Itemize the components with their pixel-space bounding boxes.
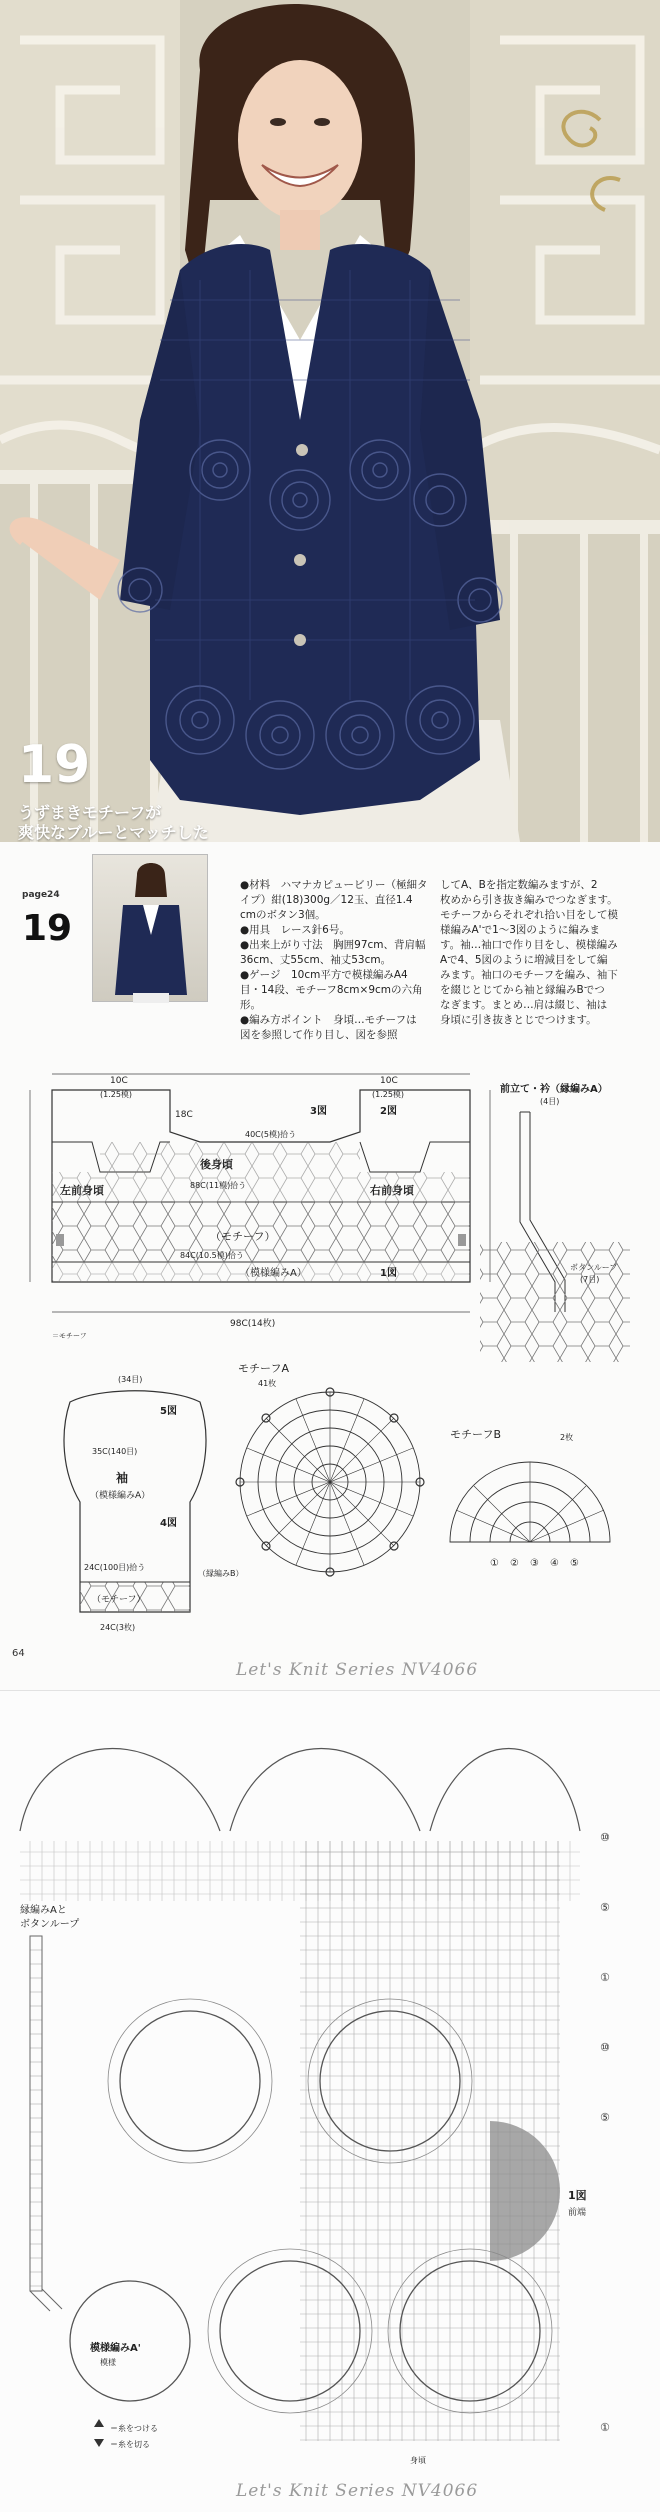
row-mark: ⑤ (600, 1901, 610, 1914)
back-body-label: 後身頃 (200, 1158, 233, 1171)
instruction-line: ●材料 ハマナカピュービリー（極細タ (240, 879, 428, 891)
row-mark: ① (600, 2421, 610, 2434)
cut-yarn-icon (94, 2439, 104, 2447)
sleeve-mid-dim: 35C(140目) (92, 1447, 138, 1456)
top-motif-arcs (20, 1749, 580, 1832)
instruction-line: ●出来上がり寸法 胸囲97cm、背肩幅 (240, 939, 426, 951)
fig5-label: 5図 (160, 1406, 177, 1417)
instruction-line: イプ）紺(18)300g／12玉、直径1.4 (240, 894, 413, 906)
sleeve-bottom-dim: 24C(3枚) (100, 1623, 136, 1632)
edge-band-strip (30, 1936, 62, 2311)
instruction-line: cmのボタン3個。 (240, 909, 326, 921)
dim-125-left: (1.25模) (100, 1090, 133, 1099)
dim-125-right: (1.25模) (372, 1090, 405, 1099)
instruction-line: モチーフからそれぞれ拾い目をして模 (440, 909, 618, 921)
sleeve-diagram (64, 1391, 206, 1612)
motif-a-title: モチーフA (238, 1362, 289, 1375)
instruction-line: 目・14段、モチーフ8cm×9cmの六角形。 (240, 984, 423, 1011)
instruction-line: 図を参照して作り目し、図を参照 (240, 1029, 398, 1041)
fig2-label: 2図 (380, 1106, 397, 1117)
sleeve-pattern-label: （模様編みA） (90, 1491, 151, 1501)
background-grille-illustration (0, 0, 660, 842)
button-loop-sub: (7目) (580, 1275, 600, 1284)
body-schematic-diagram (0, 842, 660, 1690)
instruction-line: を綴じとじてから袖と縁編みBでつ (440, 984, 605, 996)
legend-attach-yarn: ＝糸をつける (110, 2424, 158, 2433)
instruction-line: す。袖…袖口で作り目をし、模様編み (440, 939, 618, 951)
front-band-sub: (4目) (540, 1097, 560, 1106)
watermark-text-bottom: Let's Knit Series NV4066 (236, 2481, 479, 2501)
motif-b-row-3: ③ (530, 1558, 539, 1569)
fig1-label: 1図 (380, 1268, 397, 1279)
pattern-page-2 (0, 1690, 660, 2512)
motif-b-row-5: ⑤ (570, 1558, 579, 1569)
edge-label-line-2: ボタンループ (20, 1919, 80, 1930)
motif-b-row-4: ④ (550, 1558, 559, 1569)
sleeve-top-dim: (34目) (118, 1375, 143, 1384)
pattern-a-prime-label: 模様編みA' (90, 2343, 141, 2354)
motif-a-chart (236, 1388, 424, 1576)
motif-b-chart (450, 1462, 610, 1542)
instruction-line: ●ゲージ 10cm平方で模様編みA4 (240, 969, 408, 981)
sleeve-title: 袖 (116, 1471, 129, 1485)
instruction-line: Aで4、5図のように増減目をして編 (440, 954, 608, 966)
edge-b-label: （縁編みB） (198, 1569, 244, 1578)
photo-caption-line-1: うずまきモチーフが (18, 803, 162, 822)
stitch-chart-diagram (0, 1691, 660, 2512)
sleeve-cuff-dim: 24C(100目)拾う (84, 1563, 146, 1572)
attach-yarn-icon (94, 2419, 104, 2427)
left-front-label: 左前身頃 (60, 1184, 104, 1197)
motif-b-row-1: ① (490, 1558, 499, 1569)
motif-b-count: 2枚 (560, 1433, 574, 1442)
motif-mark-legend: ＝モチーフ (52, 1332, 87, 1340)
dim-98cm: 98C(14枚) (230, 1319, 276, 1329)
motif-a-count: 41枚 (258, 1379, 277, 1388)
sleeve-motif-label: （モチーフ） (92, 1595, 146, 1605)
instruction-line: 様編みA'で1～3図のように編みま (440, 924, 600, 936)
fig3-label: 3図 (310, 1106, 327, 1117)
dim-88cm: 88C(11模)拾う (190, 1181, 247, 1190)
page-number: 64 (12, 1648, 25, 1659)
motif-b-title: モチーフB (450, 1428, 501, 1441)
instruction-line: みます。袖口のモチーフを編み、袖下 (440, 969, 618, 981)
legend-cut-yarn: ＝糸を切る (110, 2440, 150, 2449)
dim-84cm: 84C(10.5模)拾う (180, 1251, 244, 1260)
row-mark: ① (600, 1971, 610, 1984)
front-band-diagram (480, 1112, 630, 1362)
photo-item-number: 19 (18, 735, 91, 795)
instruction-line: してA、Bを指定数編みますが、2 (440, 879, 598, 891)
motif-label: （モチーフ） (210, 1230, 276, 1243)
instruction-line: 36cm、丈55cm、袖丈53cm。 (240, 954, 392, 966)
front-band-title: 前立て・衿（縁編みA） (500, 1084, 608, 1095)
row-mark: ⑩ (600, 2041, 610, 2054)
instruction-line: なぎます。まとめ…肩は綴じ、袖は (440, 999, 608, 1011)
page-label: page24 (22, 890, 60, 900)
button-loop-label: ボタンループ (570, 1263, 618, 1272)
instruction-line: 枚めから引き抜き編みでつなぎます。 (440, 894, 618, 906)
fig4-label: 4図 (160, 1518, 177, 1529)
instruction-line: 身頃に引き抜きとじでつけます。 (440, 1014, 597, 1026)
watermark-text: Let's Knit Series NV4066 (236, 1660, 479, 1680)
dim-18cm: 18C (175, 1110, 193, 1120)
edge-label-line-1: 縁編みAと (20, 1905, 67, 1916)
pattern-a-label: （模様編みA） (240, 1268, 307, 1279)
pattern-a-prime-sub: 模様 (100, 2358, 116, 2367)
motif-b-row-2: ② (510, 1558, 519, 1569)
fig1-front-sub: 前端 (568, 2208, 587, 2218)
dim-10cm-right: 10C (380, 1076, 398, 1086)
dim-10cm-left: 10C (110, 1076, 128, 1086)
bottom-note: 身頃 (410, 2456, 426, 2465)
photo-caption-line-2: 爽快なブルーとマッチした (18, 823, 209, 842)
pattern-page-1 (0, 842, 660, 1690)
pattern-number: 19 (22, 908, 73, 949)
dim-40cm: 40C(5模)拾う (245, 1130, 297, 1139)
row-mark: ⑤ (600, 2111, 610, 2124)
model-photo (0, 0, 660, 842)
instruction-line: ●用具 レース針6号。 (240, 924, 350, 936)
instruction-line: ●編み方ポイント 身頃…モチーフは (240, 1014, 417, 1026)
fig1-front-label: 1図 (568, 2189, 587, 2202)
right-front-label: 右前身頃 (370, 1184, 414, 1197)
row-mark: ⑩ (600, 1831, 610, 1844)
